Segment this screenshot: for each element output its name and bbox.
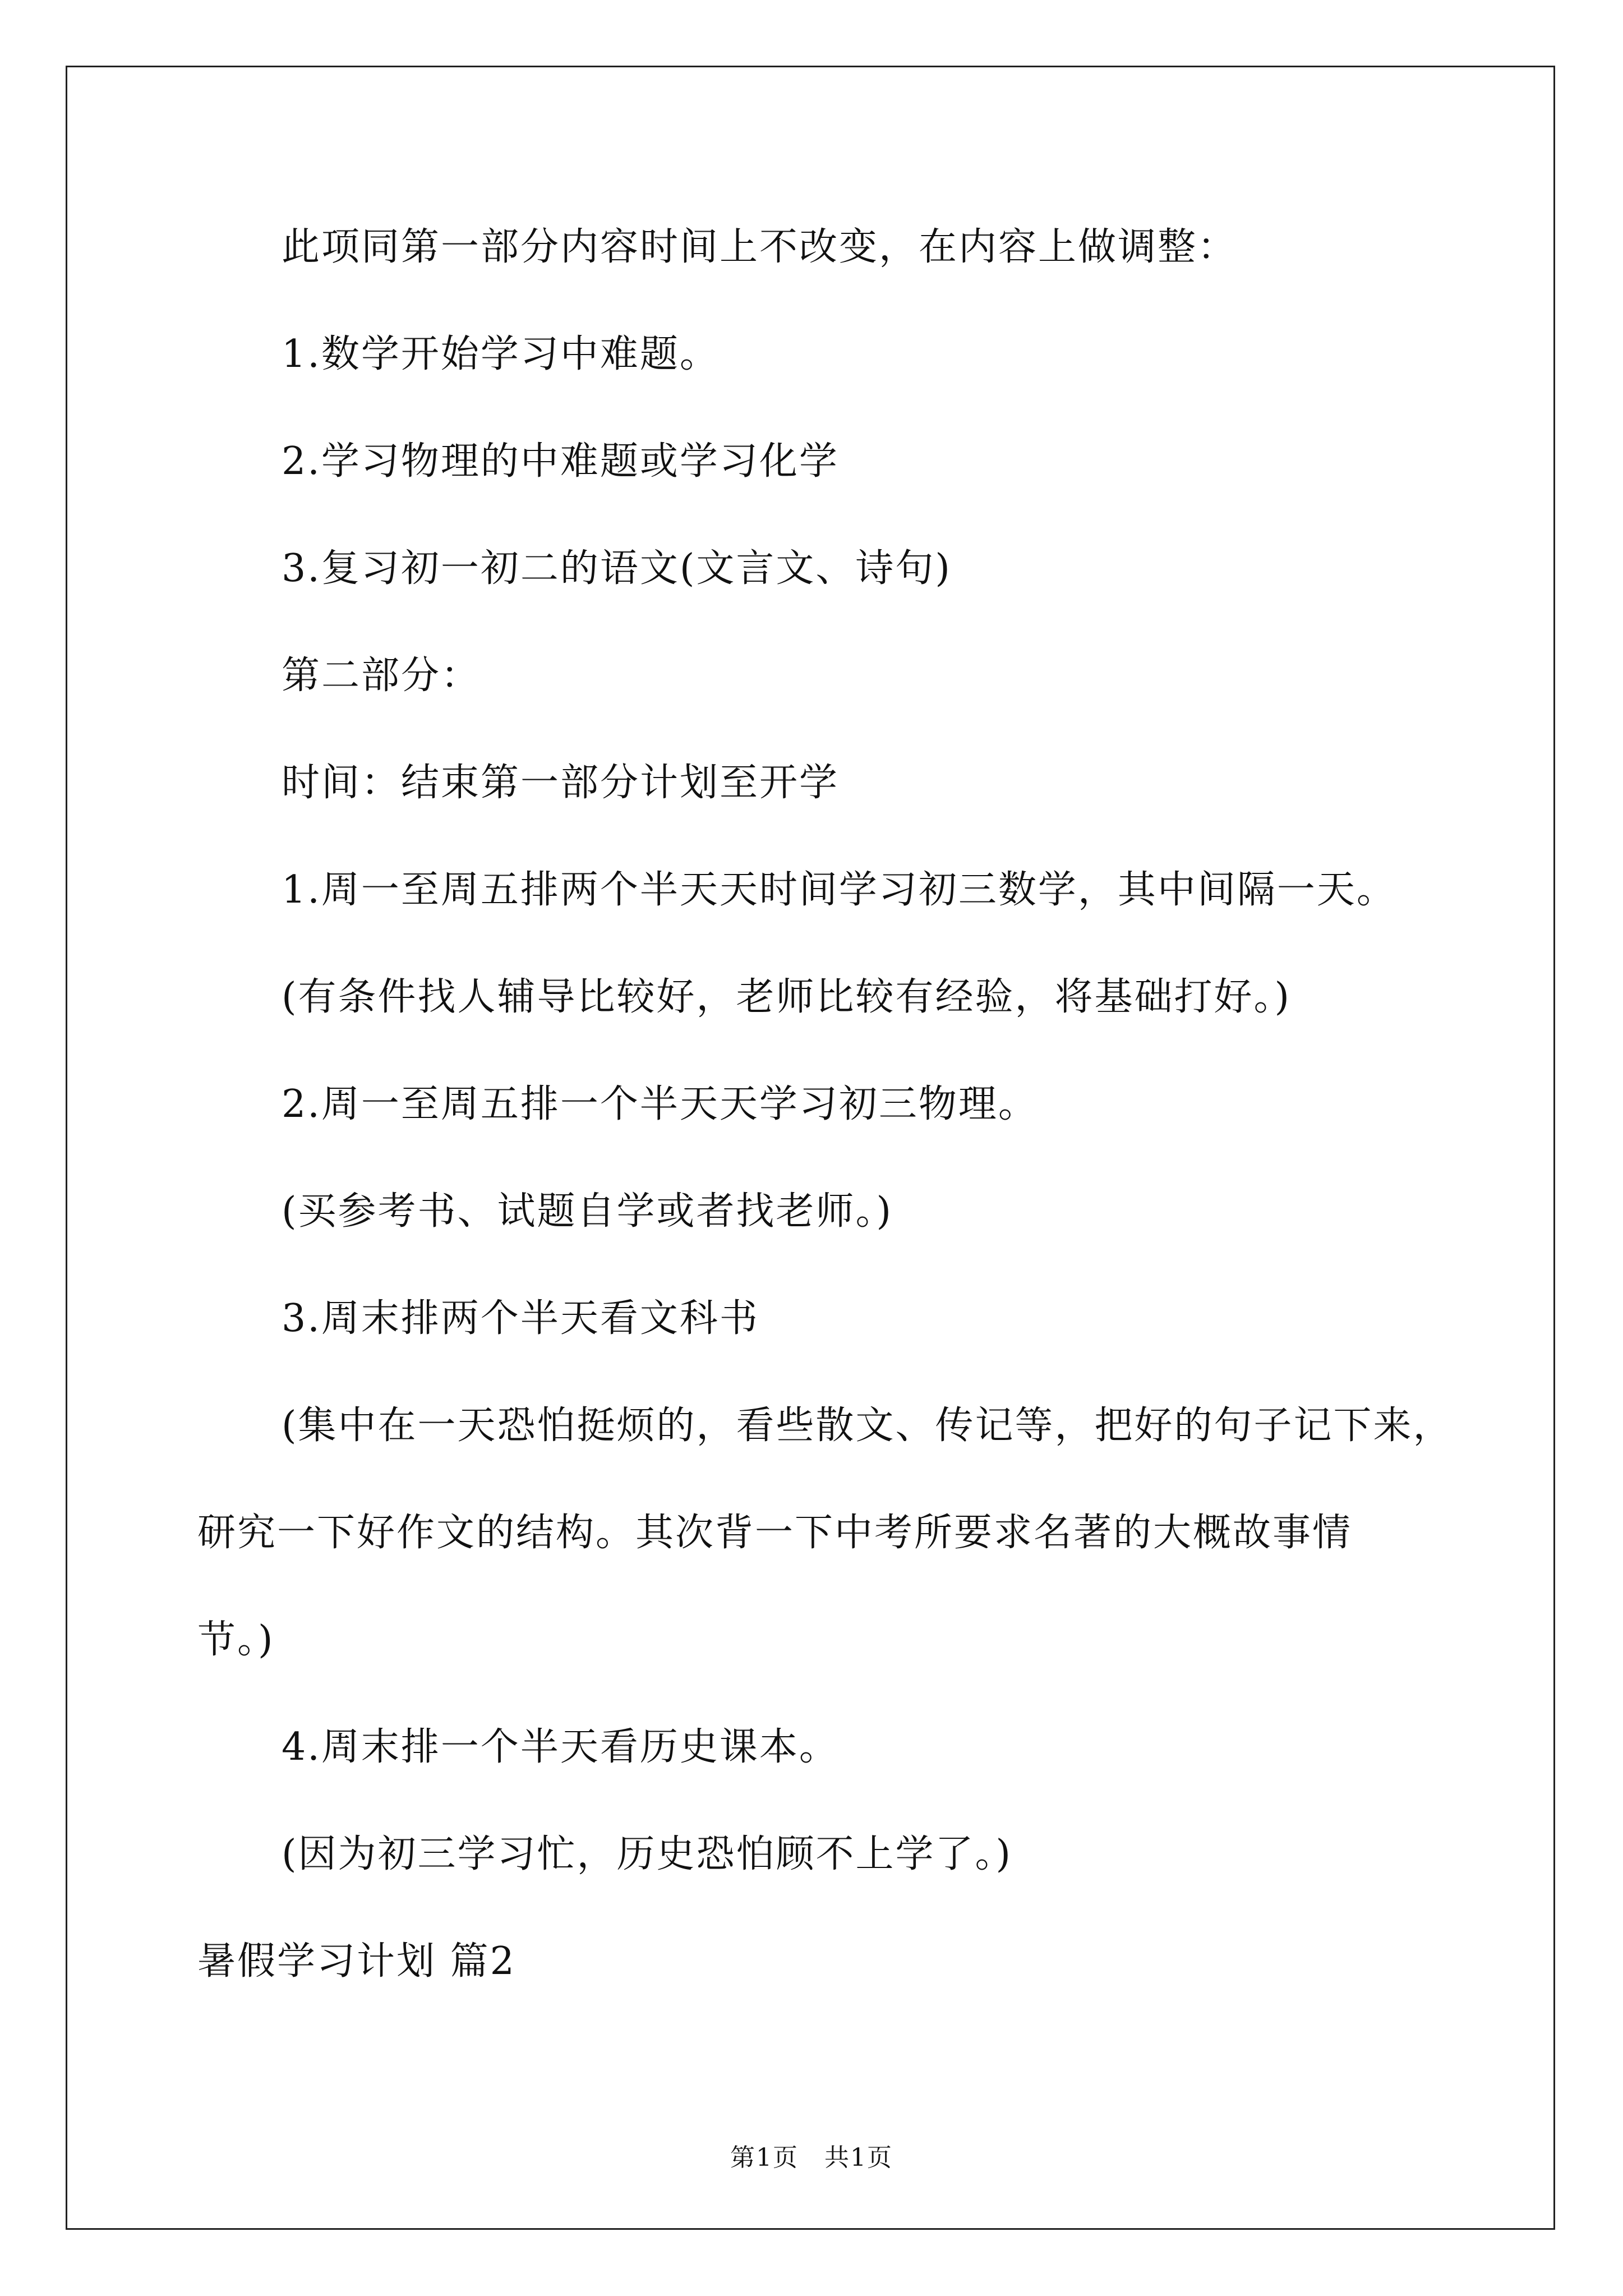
paragraph: 时间：结束第一部分计划至开学	[282, 761, 840, 805]
note-continued: 研究一下好作文的结构。其次背一下中考所要求名著的大概故事情	[197, 1511, 1353, 1555]
note-continued: 节。)	[197, 1618, 275, 1662]
section-title: 暑假学习计划 篇2	[197, 1939, 516, 1984]
list-item: 1.数学开始学习中难题。	[282, 332, 720, 376]
note: (有条件找人辅导比较好，老师比较有经验，将基础打好。)	[282, 975, 1292, 1019]
section-heading: 第二部分：	[282, 654, 481, 698]
page-number: 第1页 共1页	[730, 2143, 893, 2172]
list-item: 2.学习物理的中难题或学习化学	[282, 439, 839, 484]
list-item: 4.周末排一个半天看历史课本。	[282, 1725, 839, 1769]
note: (买参考书、试题自学或者找老师。)	[282, 1189, 893, 1234]
list-item: 1.周一至周五排两个半天天时间学习初三数学，其中间隔一天。	[282, 868, 1396, 912]
list-item: 3.周末排两个半天看文科书	[282, 1296, 759, 1341]
list-item: 2.周一至周五排一个半天天学习初三物理。	[282, 1082, 1038, 1126]
note: (因为初三学习忙，历史恐怕顾不上学了。)	[282, 1832, 1013, 1876]
note: (集中在一天恐怕挺烦的，看些散文、传记等，把好的句子记下来，	[282, 1404, 1453, 1448]
paragraph: 此项同第一部分内容时间上不改变，在内容上做调整：	[282, 225, 1238, 269]
page-border	[66, 66, 1555, 2230]
list-item: 3.复习初一初二的语文(文言文、诗句)	[282, 546, 952, 591]
